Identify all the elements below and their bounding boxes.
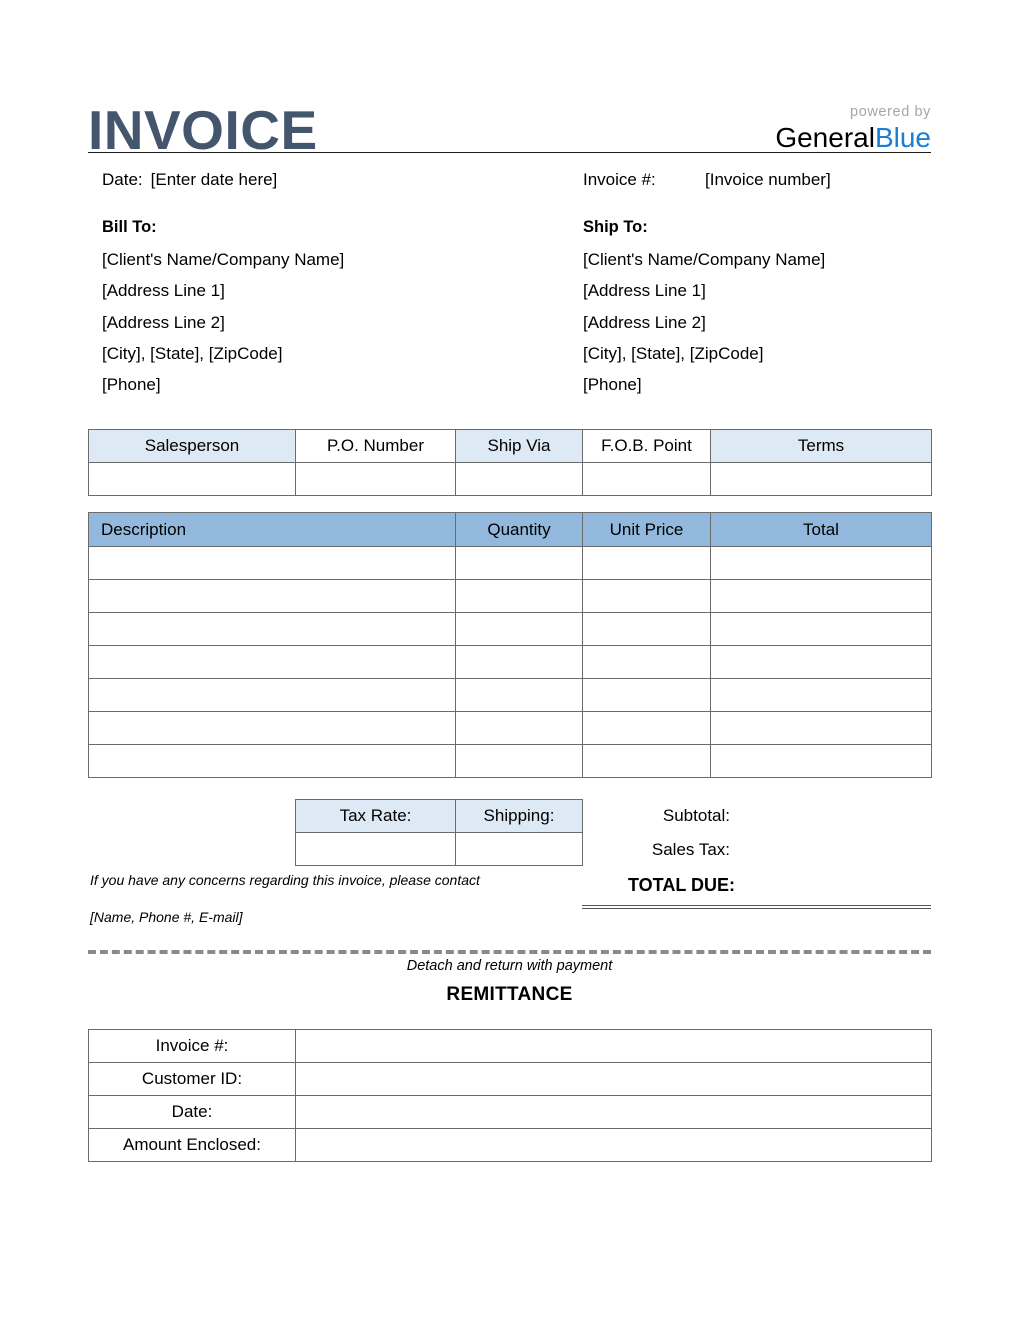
invoice-meta-row [88,170,931,198]
tax-rate-label: Tax Rate: [296,800,456,833]
ship-to-line-1[interactable]: [Client's Name/Company Name] [583,250,826,269]
bill-to-line-2[interactable]: [Address Line 1] [102,281,225,301]
item-unit-price-cell[interactable] [583,580,711,613]
contact-note-line-1: If you have any concerns regarding this invoice, please contact [90,872,480,888]
bill-to-line-4[interactable]: [City], [State], [ZipCode] [102,343,283,363]
ship-to-line-5[interactable]: [Phone] [583,375,642,394]
shipping-label: Shipping: [456,800,583,833]
line-items-header-row [89,513,932,547]
tax-shipping-header-row [296,800,583,833]
order-value-salesperson[interactable] [89,463,296,496]
item-quantity-cell[interactable] [456,547,583,580]
remittance-value-amount-enclosed[interactable] [296,1129,932,1162]
item-unit-price-cell[interactable] [583,712,711,745]
table-row [89,547,932,580]
remittance-label-invoice-number: Invoice #: [89,1030,296,1063]
invoice-number-field [583,170,831,190]
order-info-value-row [89,463,932,496]
item-quantity-cell[interactable] [456,580,583,613]
remittance-title: REMITTANCE [446,984,573,1005]
bill-to-heading: Bill To: [102,218,157,236]
remittance-value-date[interactable] [296,1096,932,1129]
bill-to-block [102,218,502,405]
item-total-cell[interactable] [711,547,932,580]
powered-by-label: powered by [850,104,931,121]
item-total-cell[interactable] [711,613,932,646]
total-due-label: TOTAL DUE: [628,874,735,895]
item-quantity-cell[interactable] [456,613,583,646]
invoice-number-value[interactable]: [Invoice number] [705,170,831,189]
ship-to-block [583,218,983,405]
tax-shipping-value-row [296,833,583,866]
total-due-double-rule [582,905,931,909]
order-header-salesperson: Salesperson [89,430,296,463]
bill-to-line-3[interactable]: [Address Line 2] [102,312,225,332]
remittance-label-amount-enclosed: Amount Enclosed: [89,1129,296,1162]
brand-name [775,123,931,152]
table-row [89,712,932,745]
item-description-cell[interactable] [89,745,456,778]
sales-tax-label: Sales Tax: [651,840,730,859]
item-description-cell[interactable] [89,679,456,712]
table-row [89,1063,932,1096]
order-value-ship-via[interactable] [456,463,583,496]
remittance-label-date: Date: [89,1096,296,1129]
item-total-cell[interactable] [711,580,932,613]
bill-to-line-5[interactable]: [Phone] [102,375,161,394]
order-info-header-row [89,430,932,463]
remittance-table [88,1029,932,1162]
brand-name-blue: Blue [874,121,931,153]
contact-note-line-2[interactable]: [Name, Phone #, E-mail] [90,908,243,925]
table-row [89,1129,932,1162]
item-unit-price-cell[interactable] [583,745,711,778]
remittance-label-customer-id: Customer ID: [89,1063,296,1096]
order-header-ship-via: Ship Via [456,430,583,463]
ship-to-line-4[interactable]: [City], [State], [ZipCode] [583,343,764,363]
subtotal-label: Subtotal: [662,806,730,825]
page-title: INVOICE [88,98,318,161]
order-value-terms[interactable] [711,463,932,496]
items-header-unit-price: Unit Price [583,513,711,547]
total-due-row [582,867,931,903]
table-row [89,679,932,712]
item-unit-price-cell[interactable] [583,613,711,646]
items-header-description: Description [89,513,456,547]
item-quantity-cell[interactable] [456,712,583,745]
item-description-cell[interactable] [89,613,456,646]
brand-name-general: General [775,121,875,153]
order-header-po-number: P.O. Number [296,430,456,463]
table-row [89,745,932,778]
order-info-table [88,429,932,496]
order-value-fob-point[interactable] [583,463,711,496]
table-row [89,1030,932,1063]
item-total-cell[interactable] [711,745,932,778]
item-description-cell[interactable] [89,580,456,613]
tax-shipping-table [295,799,583,866]
table-row [89,1096,932,1129]
item-total-cell[interactable] [711,679,932,712]
brand-logo [775,105,931,152]
table-row [89,613,932,646]
remittance-value-invoice-number[interactable] [296,1030,932,1063]
item-quantity-cell[interactable] [456,745,583,778]
item-description-cell[interactable] [89,646,456,679]
detach-dashed-line [88,950,931,954]
contact-note [90,872,560,926]
item-unit-price-cell[interactable] [583,646,711,679]
shipping-value[interactable] [456,833,583,866]
ship-to-line-3[interactable]: [Address Line 2] [583,312,706,332]
totals-block [582,799,931,903]
bill-to-line-1[interactable]: [Client's Name/Company Name] [102,250,345,269]
item-total-cell[interactable] [711,712,932,745]
item-description-cell[interactable] [89,712,456,745]
invoice-date-value[interactable]: [Enter date here] [150,170,278,189]
sales-tax-row [582,833,931,867]
item-description-cell[interactable] [89,547,456,580]
order-header-fob-point: F.O.B. Point [583,430,711,463]
remittance-value-customer-id[interactable] [296,1063,932,1096]
tax-rate-value[interactable] [296,833,456,866]
items-header-total: Total [711,513,932,547]
invoice-date-field [102,170,277,190]
detach-instruction: Detach and return with payment [406,958,613,974]
item-total-cell[interactable] [711,646,932,679]
item-unit-price-cell[interactable] [583,547,711,580]
order-header-terms: Terms [711,430,932,463]
invoice-header [88,82,931,161]
ship-to-heading: Ship To: [583,218,648,236]
ship-to-line-2[interactable]: [Address Line 1] [583,281,706,301]
table-row [89,580,932,613]
subtotal-row [582,799,931,833]
invoice-number-label: Invoice #: [583,170,656,189]
header-divider [88,152,931,153]
invoice-page [88,0,931,1320]
order-value-po-number[interactable] [296,463,456,496]
item-unit-price-cell[interactable] [583,679,711,712]
table-row [89,646,932,679]
item-quantity-cell[interactable] [456,646,583,679]
invoice-date-label: Date: [102,170,143,189]
item-quantity-cell[interactable] [456,679,583,712]
items-header-quantity: Quantity [456,513,583,547]
line-items-table [88,512,932,778]
